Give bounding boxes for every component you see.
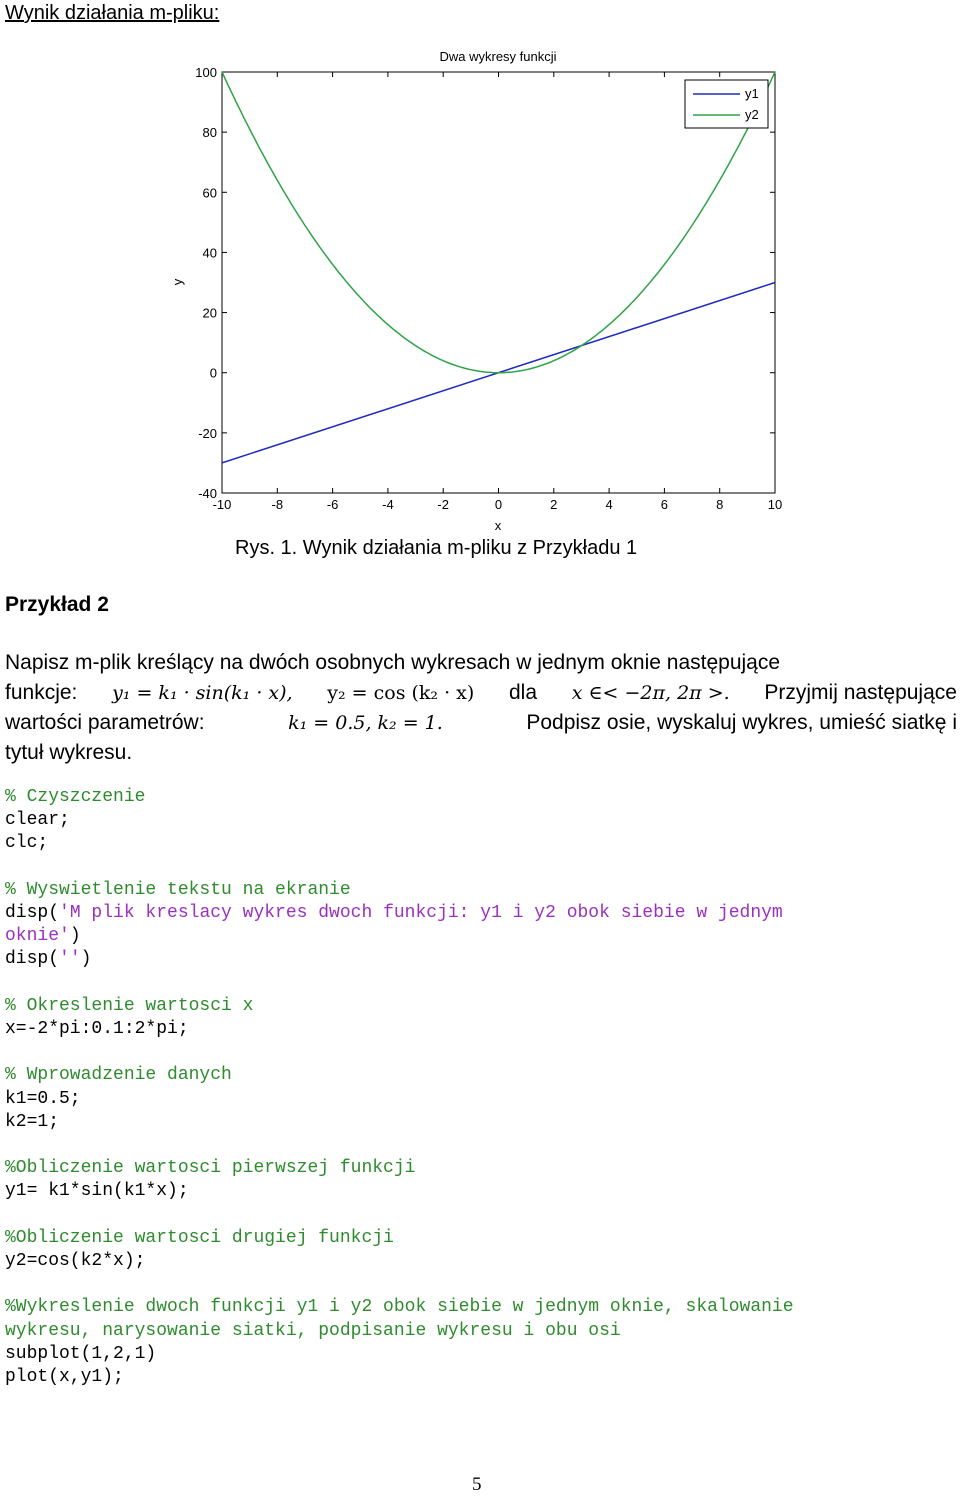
y-tick-label: 100: [195, 65, 217, 80]
code-string: '': [59, 949, 81, 970]
paragraph-text: funkcje:: [5, 681, 78, 704]
example-title: Przykład 2: [5, 593, 109, 616]
y-tick-label: 80: [202, 125, 217, 141]
formula-params: k₁ = 0.5, k₂ = 1.: [288, 712, 443, 734]
paragraph-text: Podpisz osie, wyskaluj wykres, umieść siatkę i: [526, 711, 957, 734]
plot-area: [222, 72, 775, 493]
code-line: k2=1;: [5, 1111, 60, 1132]
y-tick-label: -40: [198, 486, 217, 501]
code-line: disp(: [5, 949, 60, 970]
x-tick-label: 6: [660, 497, 669, 512]
x-tick-label: 2: [550, 497, 558, 512]
formula-y2: y₂ = cos (k₂ · x): [327, 682, 475, 704]
x-tick-label: -6: [326, 497, 339, 512]
x-tick-label: -2: [437, 497, 449, 512]
paragraph-text: wartości parametrów:: [5, 711, 205, 734]
y-tick-label: 20: [202, 305, 217, 321]
paragraph-text: Napisz m-plik kreślący na dwóch osobnych wykresach w jednym oknie następujące: [5, 651, 781, 674]
code-line: k1=0.5;: [5, 1088, 81, 1109]
formula-y1: y₁ = k₁ · sin(k₁ · x),: [112, 682, 293, 704]
code-string: oknie': [5, 926, 70, 947]
y-axis-label: y: [170, 278, 185, 286]
y-tick-label: 60: [202, 185, 217, 201]
paragraph-line-1: [5, 648, 957, 678]
code-line: ): [80, 949, 92, 970]
code-line: ): [69, 926, 81, 947]
figure-caption: Rys. 1. Wynik działania m-pliku z Przykładu 1: [235, 537, 638, 559]
paragraph-line-2: [5, 678, 957, 708]
formula-range: x ∈< −2π, 2π >.: [571, 682, 730, 704]
legend: [685, 80, 768, 128]
code-listing: [5, 786, 955, 1389]
y-tick-label: 0: [209, 365, 217, 381]
code-line: disp(: [5, 903, 60, 924]
paragraph-text: dla: [509, 681, 538, 704]
page-number: 5: [472, 1474, 482, 1495]
code-comment: wykresu, narysowanie siatki, podpisanie wykresu i obu osi: [5, 1320, 621, 1341]
y-tick-label: 40: [202, 245, 217, 261]
line-chart: [160, 40, 800, 535]
code-comment: %Wykreslenie dwoch funkcji y1 i y2 obok siebie w jednym oknie, skalowanie: [5, 1297, 794, 1318]
code-line: y2=cos(k2*x);: [5, 1251, 146, 1272]
paragraph-text: tytuł wykresu.: [5, 741, 133, 764]
x-tick-label: 4: [605, 497, 613, 512]
x-tick-label: 10: [767, 497, 783, 512]
paragraph-text: Przyjmij następujące: [764, 681, 957, 704]
code-comment: % Okreslenie wartosci x: [5, 995, 254, 1016]
chart-title: Dwa wykresy funkcji: [439, 49, 557, 64]
x-tick-label: 0: [494, 497, 503, 512]
legend-label-y2: y2: [745, 107, 759, 122]
code-comment: %Obliczenie wartosci drugiej funkcji: [5, 1227, 394, 1248]
code-line: plot(x,y1);: [5, 1367, 124, 1388]
y-tick-label: -20: [198, 425, 217, 441]
x-tick-label: -10: [212, 497, 232, 512]
code-string: 'M plik kreslacy wykres dwoch funkcji: y1 i y2 obok siebie w jednym: [59, 903, 783, 924]
code-line: subplot(1,2,1): [5, 1343, 157, 1364]
x-tick-label: -4: [382, 497, 394, 512]
paragraph-line-4: [5, 738, 957, 768]
x-tick-label: 8: [716, 497, 724, 512]
code-line: clear;: [5, 810, 70, 831]
code-line: y1= k1*sin(k1*x);: [5, 1181, 189, 1202]
paragraph-line-3: [5, 708, 957, 738]
x-tick-label: -8: [271, 497, 284, 512]
code-comment: % Czyszczenie: [5, 787, 146, 807]
code-line: clc;: [5, 833, 49, 854]
code-line: x=-2*pi:0.1:2*pi;: [5, 1019, 189, 1040]
code-comment: % Wprowadzenie danych: [5, 1065, 232, 1086]
section-heading: Wynik działania m-pliku:: [5, 2, 220, 24]
code-comment: %Obliczenie wartosci pierwszej funkcji: [5, 1158, 416, 1179]
x-axis-label: x: [494, 518, 502, 533]
code-comment: % Wyswietlenie tekstu na ekranie: [5, 879, 351, 900]
legend-label-y1: y1: [745, 86, 759, 101]
